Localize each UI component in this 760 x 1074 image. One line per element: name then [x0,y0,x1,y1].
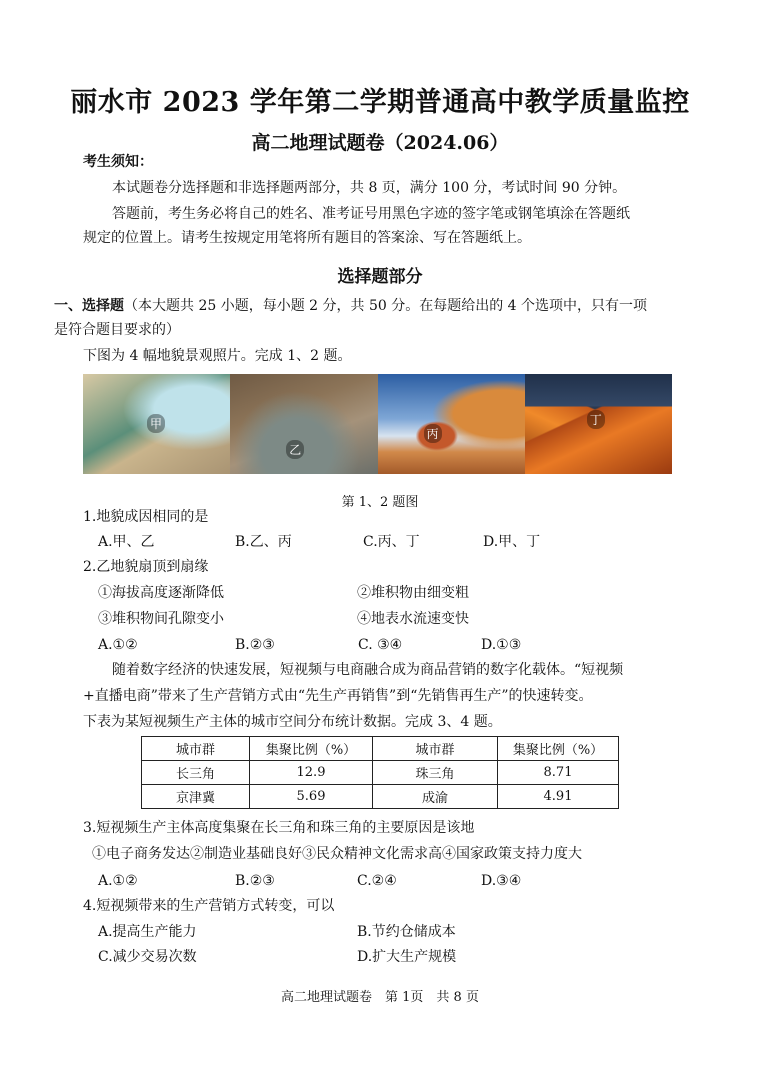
exam-title: 丽水市 2023 学年第二学期普通高中教学质量监控 [70,87,690,118]
q4-stem: 4.短视频带来的生产营销方式转变，可以 [83,898,335,914]
q3-option-c: C.②④ [357,873,397,889]
section-intro-text: （本大题共 25 小题，每小题 2 分，共 50 分。在每题给出的 4 个选项中，只有一项 [124,298,648,314]
table-cell: 京津冀 [142,785,250,809]
table-row [142,785,619,809]
q2-item-3: ③堆积物间孔隙变小 [98,611,224,627]
photo-snow-mountain [525,374,672,474]
q3-option-b: B.②③ [235,873,275,889]
city-cluster-table [141,736,619,809]
q3-stem: 3.短视频生产主体高度集聚在长三角和珠三角的主要原因是该地 [83,820,475,836]
q3-items: ①电子商务发达②制造业基础良好③民众精神文化需求高④国家政策支持力度大 [92,846,582,862]
q3-option-d: D.③④ [481,873,522,889]
table-cell: 5.69 [250,785,373,809]
photo-label-jia: 甲 [147,414,165,433]
group2-line-3: 下表为某短视频生产主体的城市空间分布统计数据。完成 3、4 题。 [83,714,502,730]
q2-item-2: ②堆积物由细变粗 [357,585,469,601]
group2-line-2: +直播电商”带来了生产营销方式由“先生产再销售”到“先销售再生产”的快速转变。 [83,688,593,704]
table-cell: 长三角 [142,761,250,785]
table-header-cell: 城市群 [142,737,250,761]
exam-subtitle: 高二地理试题卷（2024.06） [251,132,509,154]
q2-option-a: A.①② [98,637,138,653]
notice-line-2: 答题前，考生务必将自己的姓名、准考证号用黑色字迹的签字笔或钢笔填涂在答题纸 [112,206,630,222]
notice-heading: 考生须知： [83,154,153,170]
q2-option-d: D.①③ [481,637,522,653]
q2-option-c: C. ③④ [358,637,403,653]
figure-caption: 第 1、2 题图 [341,495,419,510]
table-header-cell: 集聚比例（%） [250,737,373,761]
q2-item-4: ④地表水流速变快 [357,611,469,627]
section-title: 选择题部分 [337,267,423,287]
q2-stem: 2.乙地貌扇顶到扇缘 [83,559,209,575]
q1-option-d: D.甲、丁 [483,534,541,550]
q4-option-a: A.提高生产能力 [98,924,197,940]
q1-option-c: C.丙、丁 [363,534,420,550]
section-intro-line-2: 是符合题目要求的） [54,322,180,338]
photo-label-ding: 丁 [587,410,605,429]
table-header-cell: 城市群 [373,737,498,761]
q1-option-a: A.甲、乙 [98,534,155,550]
table-cell: 珠三角 [373,761,498,785]
table-row [142,761,619,785]
section-intro-prefix: 一、选择题 [54,298,124,314]
q2-option-b: B.②③ [235,637,275,653]
photo-delta [83,374,230,474]
photo-granite-rock [378,374,525,474]
table-header-row [142,737,619,761]
photo-label-bing: 丙 [424,424,442,443]
section-intro-line-1 [54,296,647,316]
q1-stem: 1.地貌成因相同的是 [83,509,209,525]
q4-option-d: D.扩大生产规模 [357,949,457,965]
group2-line-1: 随着数字经济的快速发展，短视频与电商融合成为商品营销的数字化载体。“短视频 [112,662,624,678]
q4-option-c: C.减少交易次数 [98,949,197,965]
photo-label-yi: 乙 [286,440,304,459]
q2-item-1: ①海拔高度逐渐降低 [98,585,224,601]
page-footer: 高二地理试题卷 第 1页 共 8 页 [281,990,479,1005]
group1-intro: 下图为 4 幅地貌景观照片。完成 1、2 题。 [83,348,352,364]
table-header-cell: 集聚比例（%） [498,737,619,761]
table-cell: 12.9 [250,761,373,785]
landform-photos [83,374,672,474]
notice-line-3: 规定的位置上。请考生按规定用笔将所有题目的答案涂、写在答题纸上。 [83,230,531,246]
notice-line-1: 本试题卷分选择题和非选择题两部分，共 8 页，满分 100 分，考试时间 90 分钟。 [112,180,627,196]
table-cell: 成渝 [373,785,498,809]
q3-option-a: A.①② [98,873,138,889]
q1-option-b: B.乙、丙 [235,534,292,550]
table-cell: 8.71 [498,761,619,785]
photo-alluvial-fan [230,374,377,474]
q4-option-b: B.节约仓储成本 [357,924,456,940]
table-cell: 4.91 [498,785,619,809]
